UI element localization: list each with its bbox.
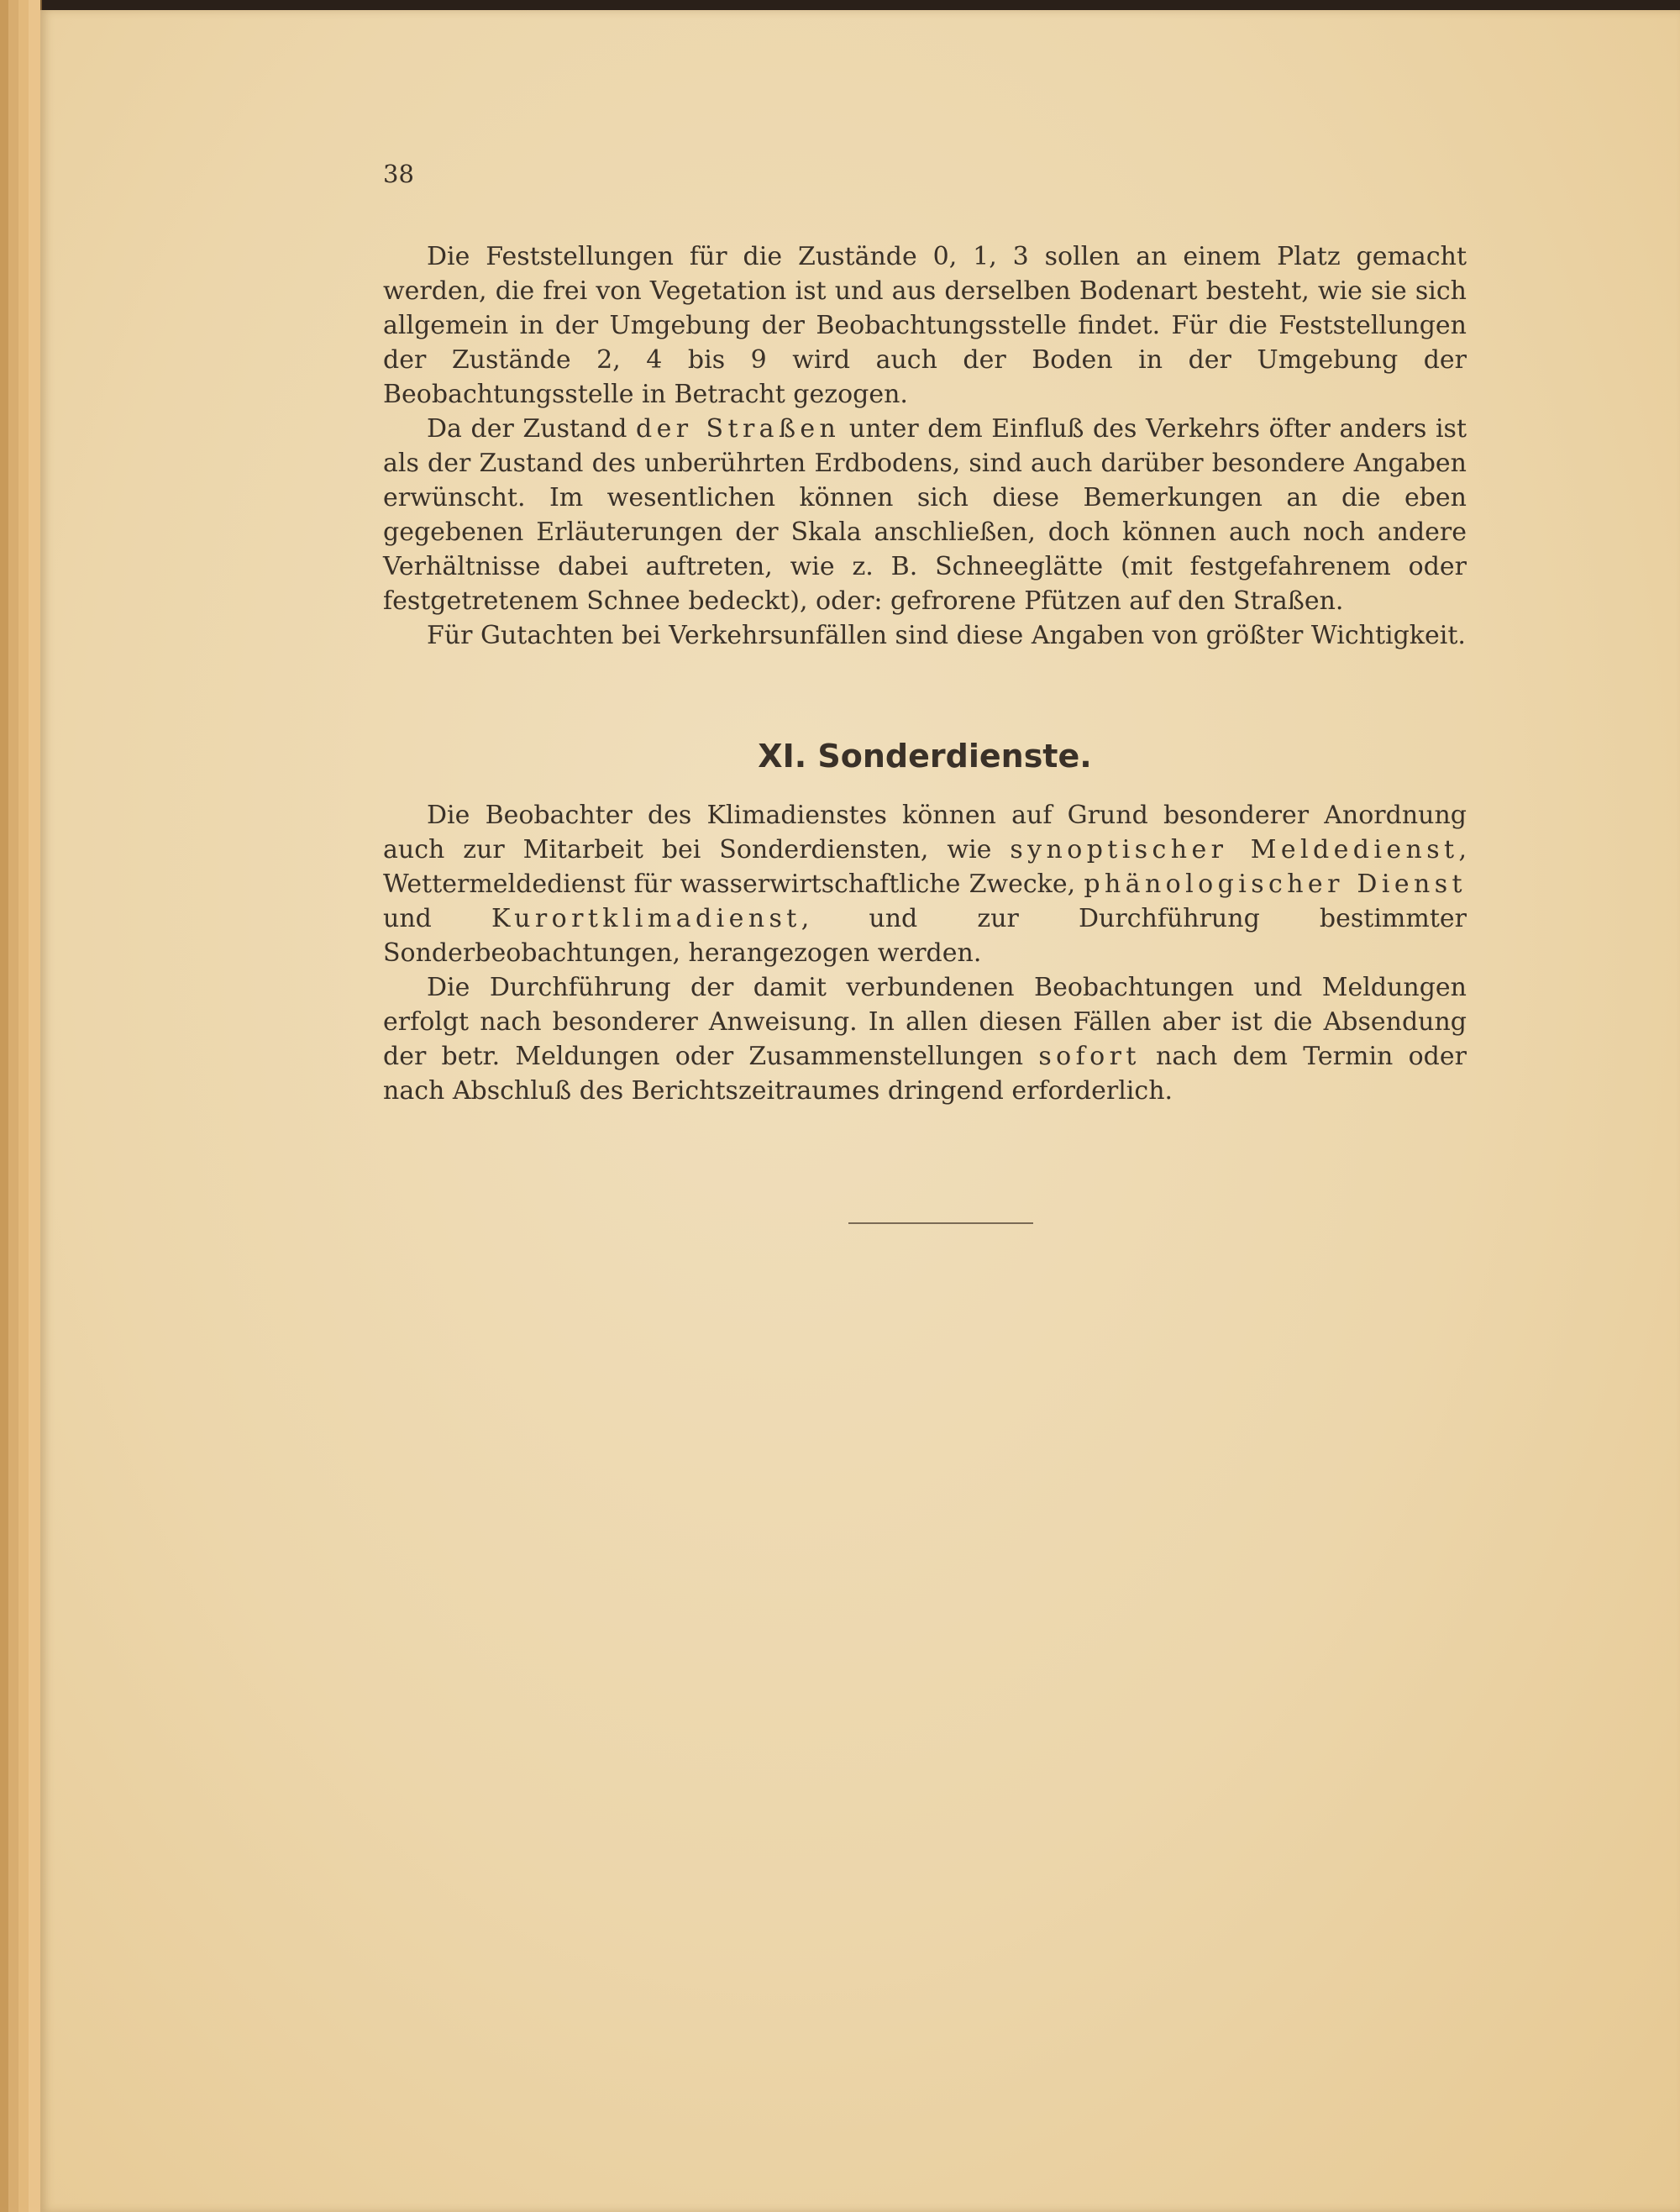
- page-number: 38: [383, 160, 414, 188]
- paragraph-beobachter: [383, 798, 1467, 970]
- paragraph-gutachten: Für Gutachten bei Verkehrsunfällen sind diese Angaben von größter Wichtigkeit.: [427, 621, 1466, 650]
- paragraph-strassen: [383, 412, 1467, 618]
- text-run: unter dem Einfluß des Verkehrs öfter anders ist als der Zustand des unberührten Erdbodens, sind auch darüber besondere Angaben erwünscht. Im wesentlichen können sich diese Bemerkungen an die eben gegebenen Erläuterungen der Skala anschließen, doch können auch noch andere Verhältnisse dabei auftreten, wie z. B. Schneeglätte (mit festgefahrenem oder festgetretenem Schnee bedeckt), oder: gefrorene Pfützen auf den Straßen.: [383, 414, 1467, 616]
- emphasis-text: sofort: [1038, 1042, 1141, 1071]
- text-run: , und zur Durchführung bestimmter Sonderbeobachtungen, herangezogen werden.: [383, 904, 1467, 968]
- scan-top-border: [0, 0, 1680, 10]
- text-run: und: [383, 904, 491, 933]
- paragraph-durchfuehrung: [383, 970, 1467, 1108]
- emphasis-text: phänologischer Dienst: [1084, 870, 1467, 899]
- emphasis-text: der Straßen: [636, 414, 841, 444]
- paragraph-feststellungen: Die Feststellungen für die Zustände 0, 1, 3 sollen an einem Platz gemacht werden, die frei von Vegetation ist und aus derselben Bodenart besteht, wie sie sich allgemein in der Umgebung der Beobachtungsstelle findet. Für die Feststellungen der Zustände 2, 4 bis 9 wird auch der Boden in der Umgebung der Beobachtungsstelle in Betracht gezogen.: [383, 242, 1467, 409]
- text-run: Da der Zustand: [427, 414, 637, 444]
- section-heading: XI. Sonderdienste.: [758, 738, 1092, 775]
- text-run: nach dem Termin oder nach Abschluß des Berichtszeitraumes dringend erforderlich.: [383, 1042, 1467, 1106]
- upper-text-block: [383, 239, 1467, 653]
- text-run: Die Durchführung der damit verbundenen Beobachtungen und Meldungen erfolgt nach besonderer Anweisung. In allen diesen Fällen aber ist die Absendung der betr. Meldungen oder Zusammenstellungen: [383, 973, 1467, 1071]
- text-run: Die Beobachter des Klimadienstes können auf Grund besonderer Anordnung auch zur Mitarbeit bei Sonderdiensten, wie: [383, 801, 1467, 864]
- lower-text-block: [383, 798, 1467, 1108]
- emphasis-text: synoptischer Meldedienst: [1010, 835, 1459, 864]
- emphasis-text: Kurortklimadienst: [491, 904, 801, 933]
- end-rule: [848, 1222, 1033, 1224]
- text-run: , Wettermeldedienst für wasserwirtschaftliche Zwecke,: [383, 835, 1467, 899]
